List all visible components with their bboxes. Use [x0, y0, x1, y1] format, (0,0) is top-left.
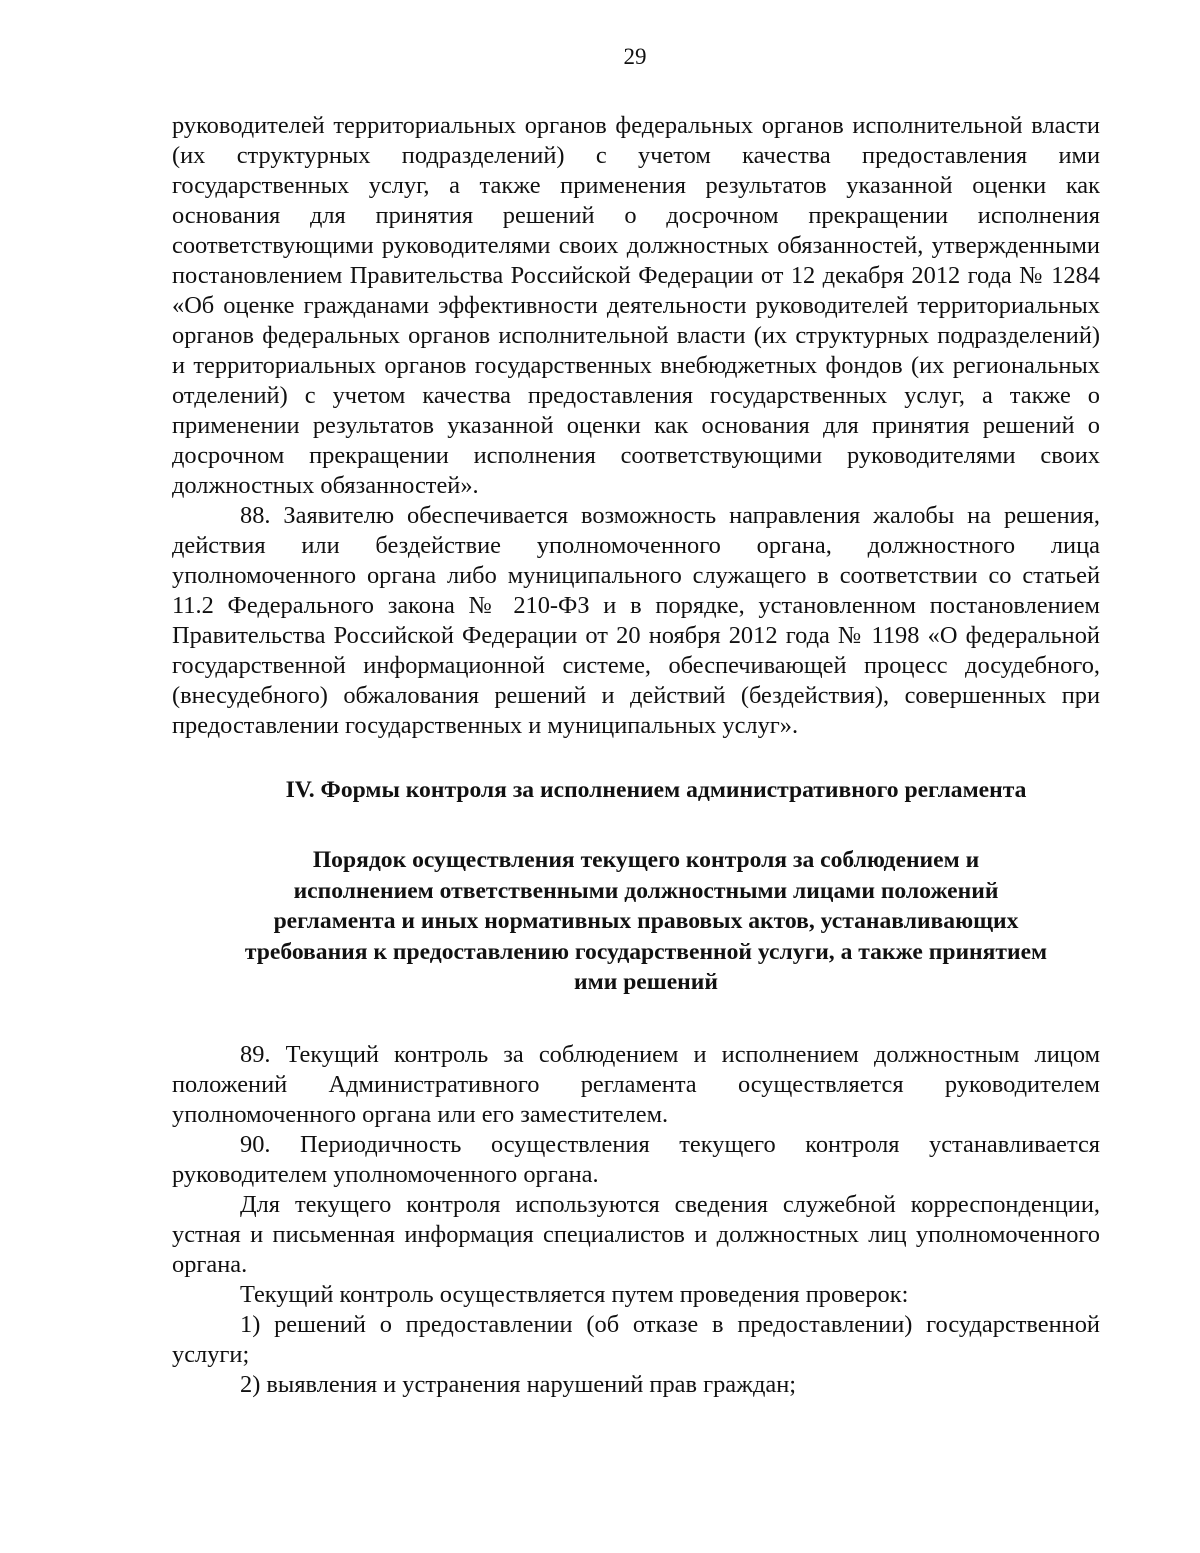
subsection-title-line: ими решений [574, 969, 718, 995]
page-number: 29 [623, 44, 647, 69]
document-body [172, 111, 1100, 1400]
paragraph-90: 90. Периодичность осуществления текущего контроля устанавливается руководителем уполномоченного органа. [172, 1130, 1100, 1188]
subsection-title-line: регламента и иных нормативных правовых актов, устанавливающих [273, 908, 1019, 934]
paragraph-continuation: руководителей территориальных органов федеральных органов исполнительной власти (их структурных подразделений) с учетом качества предоставления ими государственных услуг, а также применения результатов указанной оценки как основания для принятия решений о досрочном прекращении исполнения соответствующими руководителями своих должностных обязанностей, утвержденными постановлением Правительства Российской Федерации от 12 декабря 2012 года № 1284 «Об оценке гражданами эффективности деятельности руководителей территориальных органов федеральных органов исполнительной власти (их структурных подразделений) и территориальных органов государственных внебюджетных фондов (их региональных отделений) с учетом качества предоставления государственных услуг, а также о применении результатов указанной оценки как основания для принятия решений о досрочном прекращении исполнения соответствующими руководителями своих должностных обязанностей». [172, 112, 1100, 499]
list-item-1: 1) решений о предоставлении (об отказе в предоставлении) государственной услуги; [172, 1310, 1100, 1368]
paragraph-89: 89. Текущий контроль за соблюдением и исполнением должностным лицом положений Административного регламента осуществляется руководителем уполномоченного органа или его заместителем. [172, 1040, 1100, 1128]
paragraph-88: 88. Заявителю обеспечивается возможность направления жалобы на решения, действия или бездействие уполномоченного органа, должностного лица уполномоченного органа либо муниципального служащего в соответствии со статьей 11.2 Федерального закона № 210-ФЗ и в порядке, установленном постановлением Правительства Российской Федерации от 20 ноября 2012 года № 1198 «О федеральной государственной информационной системе, обеспечивающей процесс досудебного, (внесудебного) обжалования решений и действий (бездействия), совершенных при предоставлении государственных и муниципальных услуг». [172, 502, 1100, 739]
paragraph-sources: Для текущего контроля используются сведения служебной корреспонденции, устная и письменная информация специалистов и должностных лиц уполномоченного органа. [172, 1190, 1100, 1278]
subsection-title-line: Порядок осуществления текущего контроля за соблюдением и [312, 847, 980, 873]
subsection-title-line: исполнением ответственными должностными лицами положений [293, 877, 999, 904]
list-item-2: 2) выявления и устранения нарушений прав граждан; [240, 1370, 797, 1398]
section-title: IV. Формы контроля за исполнением административного регламента [285, 777, 1027, 803]
section-paragraphs [172, 1040, 1100, 1400]
paragraph-checks-intro: Текущий контроль осуществляется путем проведения проверок: [240, 1280, 909, 1308]
subsection-title-line: требования к предоставлению государственной услуги, а также принятием [244, 938, 1048, 965]
subsection-title [172, 845, 1100, 998]
